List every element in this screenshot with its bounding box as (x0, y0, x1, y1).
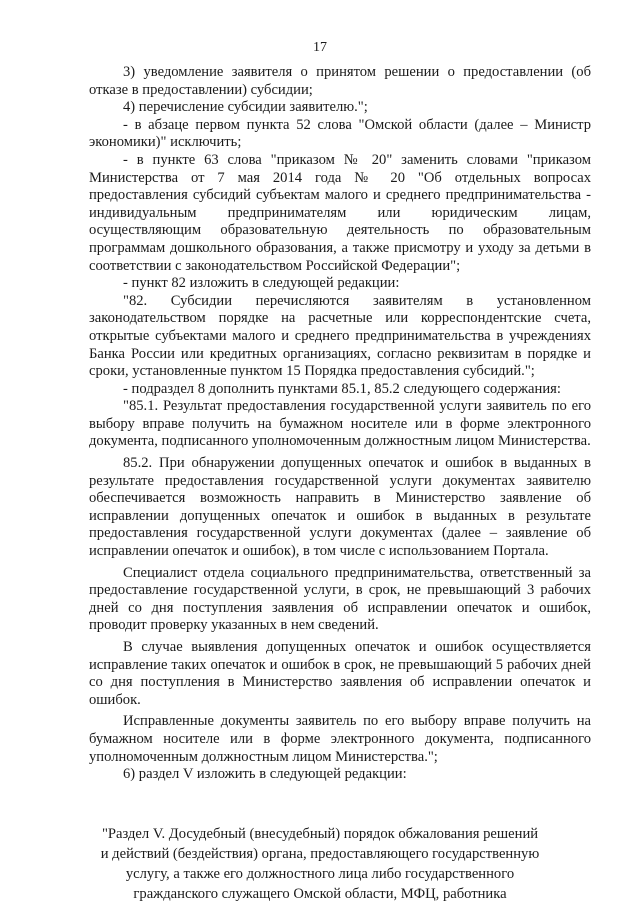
paragraph-item-52: - в абзаце первом пункта 52 слова "Омской области (далее – Министр экономики)" исключить; (89, 116, 591, 151)
paragraph-section-v-intro: 6) раздел V изложить в следующей редакции: (123, 766, 407, 783)
section-heading-line: и действий (бездействия) органа, предоставляющего государственную (100, 846, 540, 862)
page-number: 17 (313, 40, 327, 55)
document-body (89, 64, 591, 784)
section-heading-line: услугу, а также его должностного лица либо государственного (125, 866, 515, 882)
paragraph-item-85-2: 85.2. При обнаружении допущенных опечаток и ошибок в выданных в результате предоставления государственной услуги документах заявителю обеспечивается возможность направить в Министерство заявление об исправлении допущенных опечаток и ошибок в выданных в результате предоставления государственной услуги документах (далее – заявление об исправлении опечаток и ошибок), в том числе с использованием Портала. (89, 455, 591, 560)
paragraph-item-63: - в пункте 63 слова "приказом № 20" заменить словами "приказом Министерства от 7 мая 2014 года № 20 "Об отдельных вопросах предоставления субсидий субъектам малого и среднего предпринимательства - индивидуальным предпринимателям или юридическим лицам, осуществляющим образовательную деятельность по образовательным программам дошкольного образования, а также присмотру и уходу за детьми в соответствии с законодательством Российской Федерации"; (89, 151, 591, 274)
paragraph-subsection-8: - подраздел 8 дополнить пунктами 85.1, 85.2 следующего содержания: (123, 380, 561, 397)
section-v-heading (0, 824, 640, 904)
paragraph-item-82-intro: - пункт 82 изложить в следующей редакции: (123, 275, 400, 292)
section-heading-line: гражданского служащего Омской области, МФЦ, работника (133, 886, 507, 902)
paragraph-item-85-1: "85.1. Результат предоставления государственной услуги заявитель по его выбору вправе получить на бумажном носителе или в форме электронного документа, подписанного уполномоченным должностным лицом Министерства. (89, 398, 591, 450)
section-heading-line: "Раздел V. Досудебный (внесудебный) порядок обжалования решений (101, 826, 539, 842)
paragraph-subsidy-transfer: 4) перечисление субсидии заявителю."; (123, 99, 368, 116)
paragraph-item-82-text: "82. Субсидии перечисляются заявителям в установленном законодательством порядке на расчетные или корреспондентские счета, открытые субъектами малого и среднего предпринимательства в учреждениях Банка России или кредитных организациях, согласно реквизитам в порядке и сроки, установленные пунктом 15 Порядка предоставления субсидий."; (89, 292, 591, 380)
paragraph-specialist-check: Специалист отдела социального предпринимательства, ответственный за предоставление государственной услуги, в срок, не превышающий 3 рабочих дней со дня поступления заявления об исправлении опечаток и ошибок, проводит проверку указанных в нем сведений. (89, 564, 591, 634)
paragraph-corrected-documents: Исправленные документы заявитель по его выбору вправе получить на бумажном носителе или в форме электронного документа, подписанного уполномоченным должностным лицом Министерства."; (89, 713, 591, 765)
paragraph-notification: 3) уведомление заявителя о принятом решении о предоставлении (об отказе в предоставлении) субсидии; (89, 64, 591, 98)
paragraph-error-correction: В случае выявления допущенных опечаток и ошибок осуществляется исправление таких опечаток и ошибок в срок, не превышающий 5 рабочих дней со дня поступления в Министерство заявления об исправлении опечаток и ошибок. (89, 639, 591, 708)
